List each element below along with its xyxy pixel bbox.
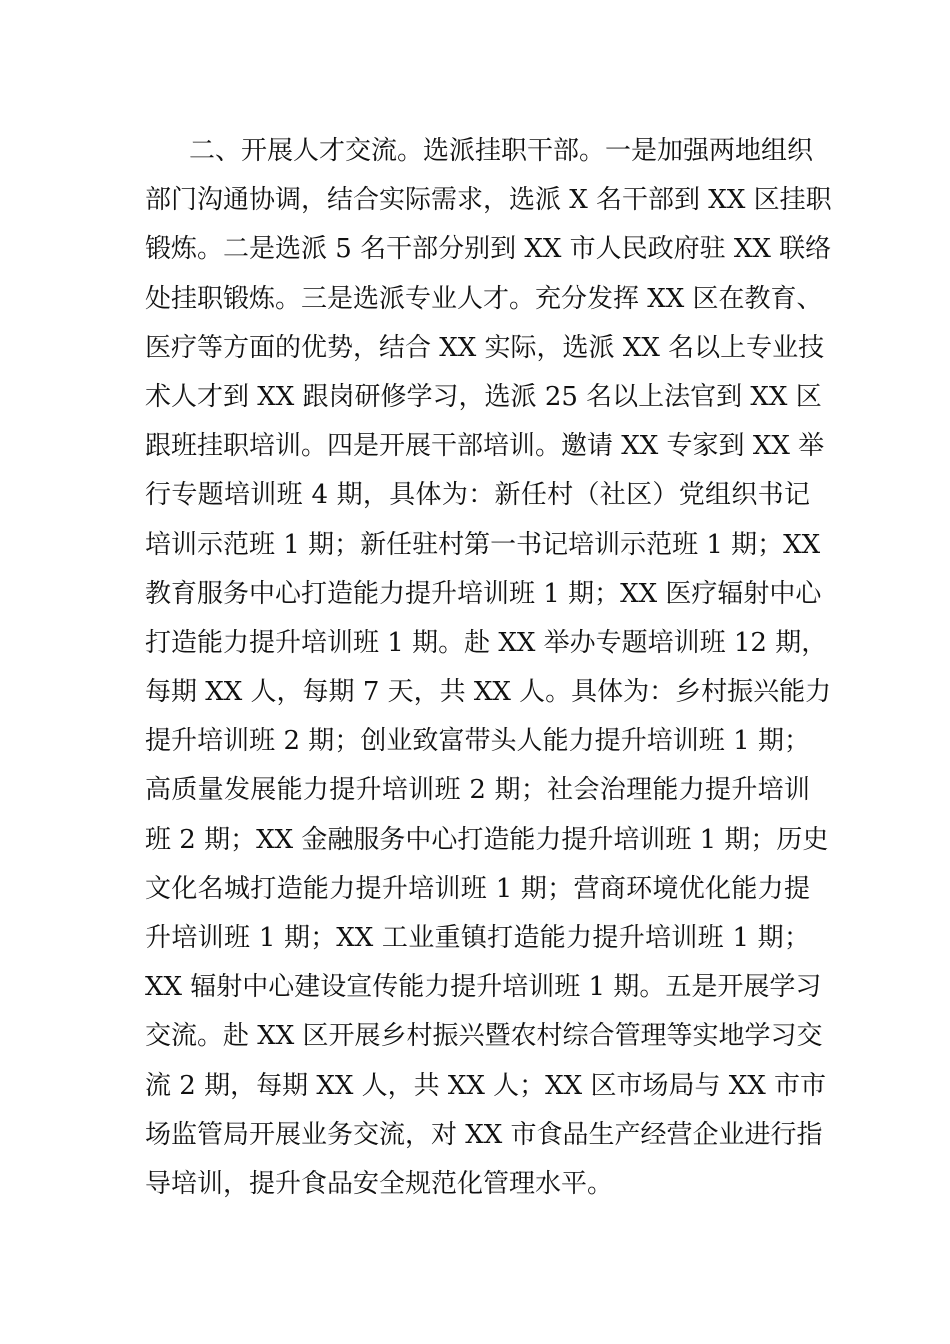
text-line-20: 流 2 期，每期 XX 人，共 XX 人；XX 区市场局与 XX 市市: [145, 1070, 827, 1101]
body-paragraph: [145, 127, 832, 1209]
text-line-4: 处挂职锻炼。三是选派专业人才。充分发挥 XX 区在教育、: [145, 283, 823, 314]
text-line-2: 部门沟通协调，结合实际需求，选派 X 名干部到 XX 区挂职: [145, 185, 832, 216]
text-line-14: 高质量发展能力提升培训班 2 期；社会治理能力提升培训: [145, 775, 810, 806]
text-line-13: 提升培训班 2 期；创业致富带头人能力提升培训班 1 期；: [145, 726, 810, 757]
text-line-18: XX 辐射中心建设宣传能力提升培训班 1 期。五是开展学习: [145, 972, 822, 1003]
text-line-22: 导培训，提升食品安全规范化管理水平。: [145, 1168, 614, 1199]
text-line-15: 班 2 期；XX 金融服务中心打造能力提升培训班 1 期；历史: [145, 824, 829, 855]
text-line-9: 培训示范班 1 期；新任驻村第一书记培训示范班 1 期；XX: [145, 529, 821, 560]
text-line-11: 打造能力提升培训班 1 期。赴 XX 举办专题培训班 12 期，: [145, 627, 828, 658]
text-line-16: 文化名城打造能力提升培训班 1 期；营商环境优化能力提: [145, 873, 810, 904]
text-line-17: 升培训班 1 期；XX 工业重镇打造能力提升培训班 1 期；: [145, 923, 810, 953]
text-line-5: 医疗等方面的优势，结合 XX 实际，选派 XX 名以上专业技: [145, 332, 825, 363]
text-line-21: 场监管局开展业务交流，对 XX 市食品生产经营企业进行指: [145, 1119, 823, 1150]
text-line-1: 二、开展人才交流。选派挂职干部。一是加强两地组织: [189, 136, 814, 166]
text-line-8: 行专题培训班 4 期，具体为：新任村（社区）党组织书记: [145, 480, 810, 511]
text-line-7: 跟班挂职培训。四是开展干部培训。邀请 XX 专家到 XX 举: [145, 431, 825, 462]
text-line-19: 交流。赴 XX 区开展乡村振兴暨农村综合管理等实地学习交: [145, 1021, 823, 1052]
text-line-12: 每期 XX 人，每期 7 天，共 XX 人。具体为：乡村振兴能力: [145, 677, 832, 708]
text-line-3: 锻炼。二是选派 5 名干部分别到 XX 市人民政府驻 XX 联络: [145, 234, 832, 265]
text-line-6: 术人才到 XX 跟岗研修学习，选派 25 名以上法官到 XX 区: [145, 381, 822, 412]
text-line-10: 教育服务中心打造能力提升培训班 1 期；XX 医疗辐射中心: [145, 578, 822, 609]
